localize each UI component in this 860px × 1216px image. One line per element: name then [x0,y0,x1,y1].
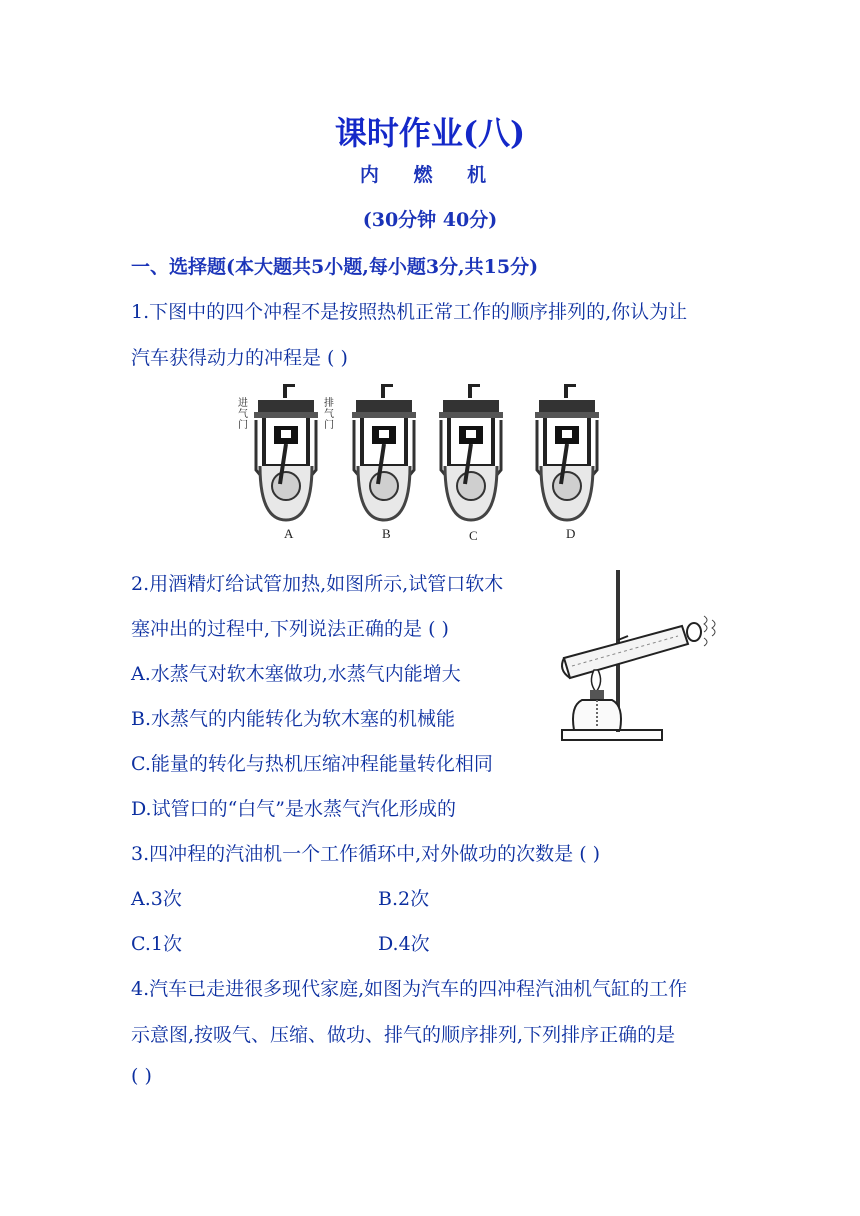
intake-valve-label: 进气门 [238,398,248,431]
q2-stem-line2: 塞冲出的过程中,下列说法正确的是 ( ) [131,618,449,640]
page-title: 课时作业(八) [334,114,526,152]
q2-stem-line1: 2.用酒精灯给试管加热,如图所示,试管口软木 [131,573,504,595]
q1-stem-line1: 1.下图中的四个冲程不是按照热机正常工作的顺序排列的,你认为让 [131,301,688,323]
engine-label-c: C [469,528,478,543]
q1-stem-line2: 汽车获得动力的冲程是 ( ) [131,347,348,369]
engine-label-b: B [382,526,391,541]
q2-option-b: B.水蒸气的内能转化为软木塞的机械能 [131,708,456,730]
q3-option-d: D.4次 [378,933,430,955]
q2-option-c: C.能量的转化与热机压缩冲程能量转化相同 [131,753,493,775]
q2-option-d: D.试管口的“白气”是水蒸气汽化形成的 [131,798,457,820]
engine-strokes-diagram [228,380,628,545]
test-tube-apparatus [552,566,722,746]
lesson-subtitle: 内 燃 机 [359,164,501,186]
q3-option-c: C.1次 [131,933,182,955]
q4-stem-line3: ( ) [131,1065,152,1087]
q2-test-tube-figure [552,566,722,746]
q3-option-a: A.3次 [131,888,182,910]
q4-stem-line1: 4.汽车已走进很多现代家庭,如图为汽车的四冲程汽油机气缸的工作 [131,978,688,1000]
engine-label-a: A [284,526,294,541]
engine-label-d: D [566,526,576,541]
section-heading: 一、选择题(本大题共5小题,每小题3分,共15分) [131,256,539,278]
engine-d [535,384,599,520]
engine-a [254,384,318,520]
q4-stem-line2: 示意图,按吸气、压缩、做功、排气的顺序排列,下列排序正确的是 [131,1024,676,1046]
engine-b [352,384,416,520]
time-limit: (30分钟 40分) [362,209,498,231]
exhaust-valve-label: 排气门 [324,398,334,431]
q2-option-a: A.水蒸气对软木塞做功,水蒸气内能增大 [131,663,461,685]
q3-stem: 3.四冲程的汽油机一个工作循环中,对外做功的次数是 ( ) [131,843,601,865]
engine-c [439,384,503,520]
q1-engine-figure [228,380,628,545]
q3-option-b: B.2次 [378,888,430,910]
